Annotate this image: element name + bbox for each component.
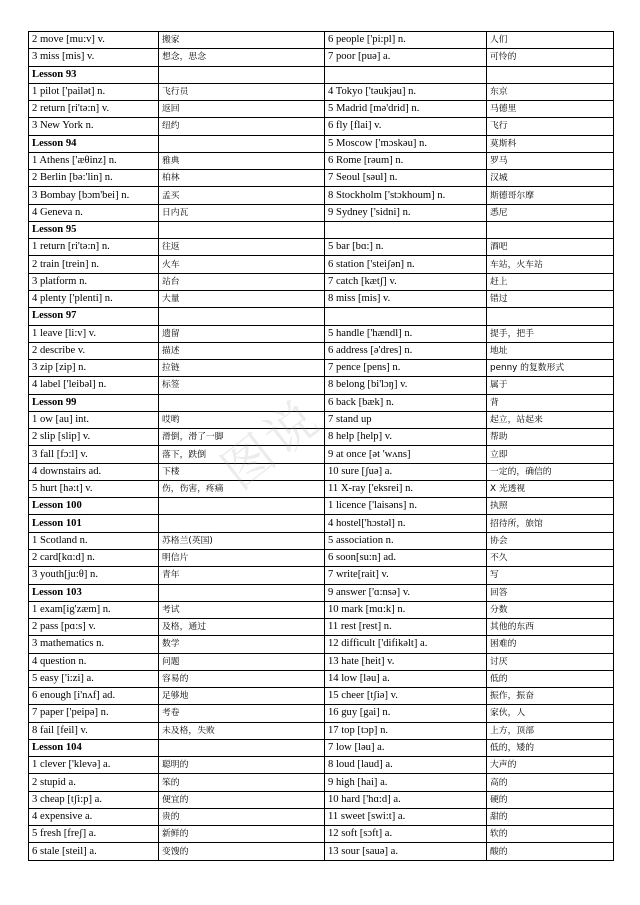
table-row	[29, 32, 614, 49]
english-word-left: 3 youth[ju:θ] n.	[29, 567, 159, 584]
table-row	[29, 411, 614, 428]
english-word-left: 1 clever ['klevə] a.	[29, 757, 159, 774]
table-row	[29, 601, 614, 618]
table-row	[29, 567, 614, 584]
table-row	[29, 429, 614, 446]
chinese-meaning-right	[487, 308, 614, 325]
chinese-meaning-right: 斯德哥尔摩	[487, 187, 614, 204]
english-word-right: 6 address [ə'dres] n.	[325, 342, 487, 359]
lesson-heading: Lesson 93	[29, 66, 159, 83]
table-row	[29, 290, 614, 307]
chinese-meaning-left: 未及格，失败	[159, 722, 325, 739]
table-row	[29, 308, 614, 325]
chinese-meaning-left: 青年	[159, 567, 325, 584]
table-row	[29, 480, 614, 497]
chinese-meaning-right: 立即	[487, 446, 614, 463]
chinese-meaning-left: 新鲜的	[159, 826, 325, 843]
english-word-left: 5 fresh [freʃ] a.	[29, 826, 159, 843]
english-word-left: 3 cheap [tʃi:p] a.	[29, 791, 159, 808]
english-word-left: 3 miss [mis] v.	[29, 49, 159, 66]
english-word-left: 3 fall [fɔ:l] v.	[29, 446, 159, 463]
chinese-meaning-left: 下楼	[159, 463, 325, 480]
chinese-meaning-right: 人们	[487, 32, 614, 49]
table-row	[29, 101, 614, 118]
chinese-meaning-right: 赶上	[487, 273, 614, 290]
english-word-right: 9 high [hai] a.	[325, 774, 487, 791]
lesson-heading: Lesson 94	[29, 135, 159, 152]
english-word-right: 4 Tokyo ['təukjəu] n.	[325, 83, 487, 100]
table-row	[29, 653, 614, 670]
lesson-heading: Lesson 104	[29, 739, 159, 756]
table-row	[29, 239, 614, 256]
chinese-meaning-left: 考试	[159, 601, 325, 618]
english-word-left: 4 label ['leibəl] n.	[29, 377, 159, 394]
table-row	[29, 774, 614, 791]
chinese-meaning-right: 罗马	[487, 152, 614, 169]
table-row	[29, 722, 614, 739]
chinese-meaning-left	[159, 515, 325, 532]
chinese-meaning-left: 搬家	[159, 32, 325, 49]
lesson-heading: Lesson 100	[29, 498, 159, 515]
english-word-right: 10 hard ['hɑ:d] a.	[325, 791, 487, 808]
chinese-meaning-right: 车站，火车站	[487, 256, 614, 273]
table-row	[29, 342, 614, 359]
chinese-meaning-left: 飞行员	[159, 83, 325, 100]
chinese-meaning-left: 明信片	[159, 549, 325, 566]
english-word-right: 7 stand up	[325, 411, 487, 428]
english-word-left: 1 Scotland n.	[29, 532, 159, 549]
chinese-meaning-right: 提手，把手	[487, 325, 614, 342]
chinese-meaning-right: 甜的	[487, 808, 614, 825]
table-row	[29, 826, 614, 843]
chinese-meaning-right: 错过	[487, 290, 614, 307]
lesson-heading: Lesson 99	[29, 394, 159, 411]
lesson-heading: Lesson 97	[29, 308, 159, 325]
chinese-meaning-left: 站台	[159, 273, 325, 290]
chinese-meaning-left	[159, 135, 325, 152]
english-word-right: 1 licence ['laisəns] n.	[325, 498, 487, 515]
chinese-meaning-right: 酸的	[487, 843, 614, 860]
chinese-meaning-right: 地址	[487, 342, 614, 359]
english-word-right: 11 rest [rest] n.	[325, 619, 487, 636]
lesson-heading: Lesson 95	[29, 221, 159, 238]
chinese-meaning-right: 帮助	[487, 429, 614, 446]
table-row	[29, 619, 614, 636]
english-word-right: 5 Madrid [mə'drid] n.	[325, 101, 487, 118]
chinese-meaning-right: 低的	[487, 670, 614, 687]
english-word-right: 10 mark [mɑ:k] n.	[325, 601, 487, 618]
english-word-right: 5 Moscow ['mɔskəu] n.	[325, 135, 487, 152]
table-row	[29, 670, 614, 687]
english-word-right: 16 guy [gai] n.	[325, 705, 487, 722]
chinese-meaning-right: 悉尼	[487, 204, 614, 221]
chinese-meaning-right: 东京	[487, 83, 614, 100]
chinese-meaning-left: 拉链	[159, 360, 325, 377]
chinese-meaning-right: 硬的	[487, 791, 614, 808]
english-word-right: 8 Stockholm ['stɔkhoum] n.	[325, 187, 487, 204]
chinese-meaning-left: 日内瓦	[159, 204, 325, 221]
english-word-left: 8 fail [feil] v.	[29, 722, 159, 739]
chinese-meaning-right	[487, 221, 614, 238]
english-word-right: 11 sweet [swi:t] a.	[325, 808, 487, 825]
chinese-meaning-left	[159, 66, 325, 83]
table-row	[29, 446, 614, 463]
lesson-heading: Lesson 101	[29, 515, 159, 532]
english-word-left: 3 Bombay [bɔm'bei] n.	[29, 187, 159, 204]
chinese-meaning-right: 家伙，人	[487, 705, 614, 722]
english-word-right: 6 people ['pi:pl] n.	[325, 32, 487, 49]
chinese-meaning-right: 振作，振奋	[487, 688, 614, 705]
chinese-meaning-left: 火车	[159, 256, 325, 273]
chinese-meaning-right: 高的	[487, 774, 614, 791]
english-word-right: 7 catch [kætʃ] v.	[325, 273, 487, 290]
chinese-meaning-left: 便宜的	[159, 791, 325, 808]
table-row	[29, 843, 614, 860]
chinese-meaning-left: 聪明的	[159, 757, 325, 774]
table-row	[29, 532, 614, 549]
chinese-meaning-right: 酒吧	[487, 239, 614, 256]
chinese-meaning-left: 纽约	[159, 118, 325, 135]
table-row	[29, 135, 614, 152]
english-word-right: 9 Sydney ['sidni] n.	[325, 204, 487, 221]
lesson-heading: Lesson 103	[29, 584, 159, 601]
english-word-left: 4 downstairs ad.	[29, 463, 159, 480]
english-word-right: 7 write[rait] v.	[325, 567, 487, 584]
chinese-meaning-right: 飞行	[487, 118, 614, 135]
table-row	[29, 688, 614, 705]
english-word-left: 1 exam[ig'zæm] n.	[29, 601, 159, 618]
chinese-meaning-right: 一定的，确信的	[487, 463, 614, 480]
english-word-right: 6 soon[su:n] ad.	[325, 549, 487, 566]
english-word-left: 2 describe v.	[29, 342, 159, 359]
chinese-meaning-right: 马德里	[487, 101, 614, 118]
table-row	[29, 170, 614, 187]
english-word-right: 15 cheer [tʃiə] v.	[325, 688, 487, 705]
english-word-left: 2 card[kɑ:d] n.	[29, 549, 159, 566]
table-row	[29, 187, 614, 204]
english-word-right: 9 answer ['ɑ:nsə] v.	[325, 584, 487, 601]
chinese-meaning-left: 问题	[159, 653, 325, 670]
watermark: 图说	[211, 388, 332, 501]
chinese-meaning-left: 足够地	[159, 688, 325, 705]
chinese-meaning-left: 哎哟	[159, 411, 325, 428]
english-word-left: 3 New York n.	[29, 118, 159, 135]
chinese-meaning-left	[159, 308, 325, 325]
chinese-meaning-left: 贵的	[159, 808, 325, 825]
english-word-left: 2 pass [pɑ:s] v.	[29, 619, 159, 636]
english-word-right: 7 low [ləu] a.	[325, 739, 487, 756]
chinese-meaning-right: 写	[487, 567, 614, 584]
english-word-right: 13 hate [heit] v.	[325, 653, 487, 670]
english-word-left: 1 pilot ['pailət] n.	[29, 83, 159, 100]
english-word-right: 8 miss [mis] v.	[325, 290, 487, 307]
table-row	[29, 791, 614, 808]
chinese-meaning-left: 遗留	[159, 325, 325, 342]
chinese-meaning-left: 滑倒，滑了一脚	[159, 429, 325, 446]
chinese-meaning-right: 莫斯科	[487, 135, 614, 152]
english-word-right: 8 loud [laud] a.	[325, 757, 487, 774]
english-word-left: 2 slip [slip] v.	[29, 429, 159, 446]
english-word-left: 3 zip [zip] n.	[29, 360, 159, 377]
english-word-right: 7 poor [puə] a.	[325, 49, 487, 66]
table-row	[29, 515, 614, 532]
english-word-left: 2 return [ri'tə:n] v.	[29, 101, 159, 118]
table-row	[29, 757, 614, 774]
chinese-meaning-left: 柏林	[159, 170, 325, 187]
chinese-meaning-left: 变馊的	[159, 843, 325, 860]
table-row	[29, 394, 614, 411]
table-row	[29, 360, 614, 377]
chinese-meaning-left: 描述	[159, 342, 325, 359]
english-word-left: 2 stupid a.	[29, 774, 159, 791]
table-row	[29, 739, 614, 756]
vocabulary-table	[28, 31, 614, 861]
chinese-meaning-right: 可怜的	[487, 49, 614, 66]
table-row	[29, 808, 614, 825]
english-word-right: 7 pence [pens] n.	[325, 360, 487, 377]
english-word-left: 2 move [mu:v] v.	[29, 32, 159, 49]
table-row	[29, 118, 614, 135]
chinese-meaning-right: 上方，顶部	[487, 722, 614, 739]
chinese-meaning-left: 苏格兰(英国)	[159, 532, 325, 549]
chinese-meaning-right: X 光透视	[487, 480, 614, 497]
table-row	[29, 584, 614, 601]
english-word-right: 7 Seoul [səul] n.	[325, 170, 487, 187]
english-word-right: 6 station ['steiʃən] n.	[325, 256, 487, 273]
english-word-left: 6 enough [i'nʌf] ad.	[29, 688, 159, 705]
chinese-meaning-right: 不久	[487, 549, 614, 566]
english-word-right: 5 handle ['hændl] n.	[325, 325, 487, 342]
chinese-meaning-right: 招待所，旅馆	[487, 515, 614, 532]
english-word-left: 3 platform n.	[29, 273, 159, 290]
english-word-right: 11 X-ray ['eksrei] n.	[325, 480, 487, 497]
english-word-left: 5 hurt [hə:t] v.	[29, 480, 159, 497]
table-row	[29, 221, 614, 238]
table-row	[29, 273, 614, 290]
english-word-left: 1 return [ri'tə:n] n.	[29, 239, 159, 256]
english-word-right	[325, 66, 487, 83]
table-row	[29, 498, 614, 515]
english-word-left: 4 question n.	[29, 653, 159, 670]
english-word-right: 5 bar [bɑ:] n.	[325, 239, 487, 256]
english-word-left: 2 Berlin [bə:'lin] n.	[29, 170, 159, 187]
english-word-right	[325, 221, 487, 238]
chinese-meaning-left: 笨的	[159, 774, 325, 791]
english-word-right: 9 at once [ət 'wʌns]	[325, 446, 487, 463]
english-word-right: 6 Rome [rəum] n.	[325, 152, 487, 169]
english-word-left: 1 leave [li:v] v.	[29, 325, 159, 342]
english-word-right: 8 help [help] v.	[325, 429, 487, 446]
chinese-meaning-right: 困难的	[487, 636, 614, 653]
english-word-right: 4 hostel['hɔstəl] n.	[325, 515, 487, 532]
english-word-left: 4 Geneva n.	[29, 204, 159, 221]
chinese-meaning-left	[159, 498, 325, 515]
table-row	[29, 549, 614, 566]
table-row	[29, 152, 614, 169]
chinese-meaning-right	[487, 66, 614, 83]
english-word-left: 1 ow [au] int.	[29, 411, 159, 428]
chinese-meaning-right: 其他的东西	[487, 619, 614, 636]
english-word-right: 6 back [bæk] n.	[325, 394, 487, 411]
chinese-meaning-right: 汉城	[487, 170, 614, 187]
english-word-left: 2 train [trein] n.	[29, 256, 159, 273]
table-row	[29, 325, 614, 342]
chinese-meaning-left: 标签	[159, 377, 325, 394]
chinese-meaning-right: 执照	[487, 498, 614, 515]
chinese-meaning-left: 及格，通过	[159, 619, 325, 636]
chinese-meaning-right: 协会	[487, 532, 614, 549]
chinese-meaning-left: 返回	[159, 101, 325, 118]
table-row	[29, 463, 614, 480]
english-word-left: 6 stale [steil] a.	[29, 843, 159, 860]
table-row	[29, 66, 614, 83]
chinese-meaning-right: 属于	[487, 377, 614, 394]
english-word-left: 3 mathematics n.	[29, 636, 159, 653]
chinese-meaning-left	[159, 739, 325, 756]
vocabulary-table-body	[29, 32, 614, 861]
chinese-meaning-right: 背	[487, 394, 614, 411]
table-row	[29, 377, 614, 394]
chinese-meaning-left: 数学	[159, 636, 325, 653]
chinese-meaning-left: 考卷	[159, 705, 325, 722]
english-word-right: 5 association n.	[325, 532, 487, 549]
chinese-meaning-right: penny 的复数形式	[487, 360, 614, 377]
table-row	[29, 256, 614, 273]
chinese-meaning-right: 起立，站起来	[487, 411, 614, 428]
table-row	[29, 83, 614, 100]
english-word-left: 1 Athens ['æθinz] n.	[29, 152, 159, 169]
table-row	[29, 636, 614, 653]
english-word-right: 6 fly [flai] v.	[325, 118, 487, 135]
english-word-right: 8 belong [bi'lɔŋ] v.	[325, 377, 487, 394]
chinese-meaning-right: 低的，矮的	[487, 739, 614, 756]
chinese-meaning-left: 雅典	[159, 152, 325, 169]
english-word-right: 17 top [tɔp] n.	[325, 722, 487, 739]
chinese-meaning-right: 大声的	[487, 757, 614, 774]
english-word-left: 5 easy ['i:zi] a.	[29, 670, 159, 687]
english-word-right	[325, 308, 487, 325]
english-word-left: 4 expensive a.	[29, 808, 159, 825]
chinese-meaning-left: 容易的	[159, 670, 325, 687]
english-word-left: 7 paper ['peipə] n.	[29, 705, 159, 722]
table-row	[29, 204, 614, 221]
chinese-meaning-left: 孟买	[159, 187, 325, 204]
english-word-right: 13 sour [sauə] a.	[325, 843, 487, 860]
chinese-meaning-left	[159, 221, 325, 238]
chinese-meaning-right: 回答	[487, 584, 614, 601]
chinese-meaning-left	[159, 584, 325, 601]
chinese-meaning-left: 落下，跌倒	[159, 446, 325, 463]
chinese-meaning-right: 讨厌	[487, 653, 614, 670]
english-word-right: 12 difficult ['difikəlt] a.	[325, 636, 487, 653]
english-word-right: 10 sure [ʃuə] a.	[325, 463, 487, 480]
english-word-right: 14 low [ləu] a.	[325, 670, 487, 687]
chinese-meaning-left: 想念，思念	[159, 49, 325, 66]
chinese-meaning-left	[159, 394, 325, 411]
english-word-left: 4 plenty ['plenti] n.	[29, 290, 159, 307]
chinese-meaning-left: 伤，伤害，疼痛	[159, 480, 325, 497]
chinese-meaning-left: 往返	[159, 239, 325, 256]
table-row	[29, 705, 614, 722]
chinese-meaning-right: 软的	[487, 826, 614, 843]
chinese-meaning-right: 分数	[487, 601, 614, 618]
table-row	[29, 49, 614, 66]
chinese-meaning-left: 大量	[159, 290, 325, 307]
english-word-right: 12 soft [sɔft] a.	[325, 826, 487, 843]
